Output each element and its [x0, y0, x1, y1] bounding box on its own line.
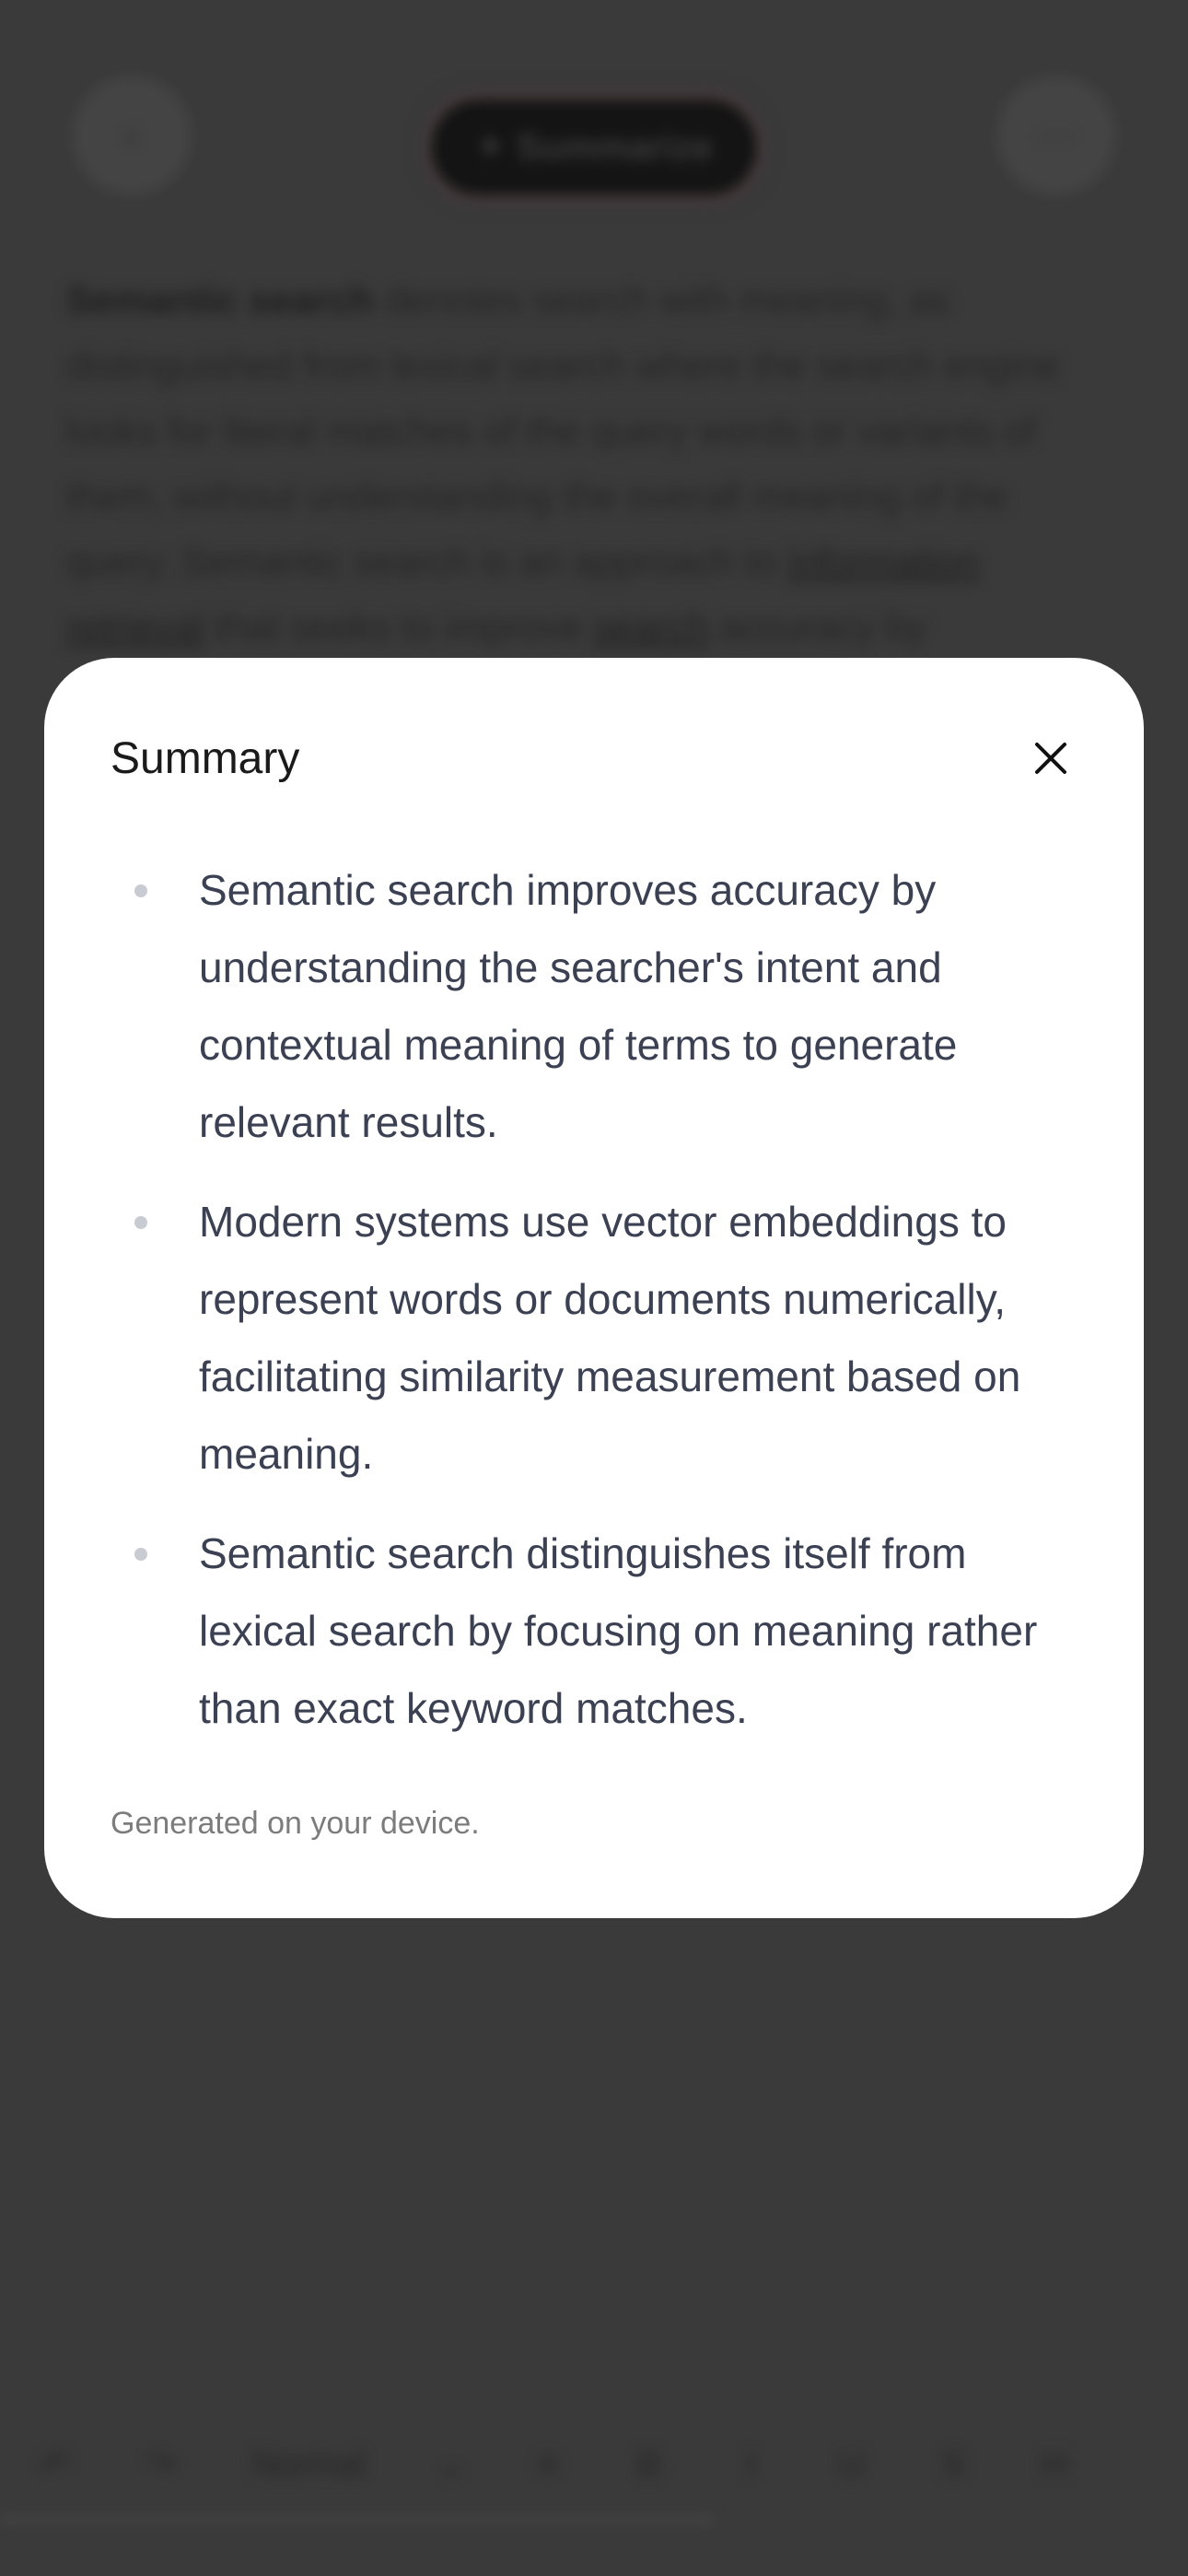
summary-dialog [44, 658, 1144, 1918]
article-line: denotes search with meaning, as [373, 278, 950, 322]
summary-text: Modern systems use vector embeddings to represent words or documents numerically, facilitating similarity measurement based on meaning. [199, 1198, 1021, 1478]
article-line: that seeks to improve [204, 605, 593, 649]
italic-icon: I [745, 2444, 756, 2484]
bullet-icon [134, 884, 147, 897]
article-link: retrieval [66, 605, 204, 649]
article-lead: Semantic search [66, 278, 374, 322]
close-icon [1034, 742, 1067, 775]
summary-text: Semantic search distinguishes itself from lexical search by focusing on meaning rather than exact keyword matches. [199, 1529, 1038, 1732]
back-button [72, 76, 192, 195]
bullet-icon [134, 1216, 147, 1229]
summarize-label: Summarize [516, 127, 714, 168]
redo-icon: ↷ [146, 2445, 176, 2485]
bullet-icon [134, 1548, 147, 1561]
list-item [44, 1183, 1144, 1493]
top-bar [0, 37, 1188, 184]
article-link: information [787, 540, 980, 583]
heading-icon: H [1042, 2444, 1067, 2484]
article-line: distinguished from lexical search where the search engine [66, 344, 1060, 387]
more-button [996, 76, 1116, 195]
format-toolbar [0, 2414, 1188, 2515]
undo-icon: ↶ [41, 2445, 70, 2485]
strikethrough-icon: S [941, 2444, 965, 2484]
article-line: looks for literal matches of the query words or variants of [66, 409, 1036, 452]
article-line: accuracy by [708, 605, 926, 649]
summarize-button [431, 100, 757, 195]
summary-list [44, 851, 1144, 1769]
chevron-down-icon: ⌄ [437, 2445, 466, 2485]
underline-icon: U [839, 2444, 865, 2484]
article-line: them, without understanding the overall meaning of the [66, 474, 1008, 518]
article-text [66, 267, 1125, 660]
list-item [44, 1515, 1144, 1747]
align-icon: ≡ [537, 2444, 559, 2484]
more-icon: ⋯ [1038, 115, 1075, 156]
chevron-left-icon: ‹ [125, 115, 138, 156]
horizontal-scrollbar [0, 2517, 715, 2523]
bold-icon: B [637, 2444, 661, 2484]
article-link: search [592, 605, 709, 649]
dialog-title: Summary [111, 734, 300, 783]
list-item [44, 851, 1144, 1161]
sparkle-icon: ✦ [474, 127, 517, 168]
close-button[interactable] [1009, 717, 1092, 800]
generated-note: Generated on your device. [111, 1806, 480, 1841]
style-dropdown: Normal [251, 2444, 366, 2484]
article-line: Semantic search is an approach to [170, 540, 788, 583]
summary-text: Semantic search improves accuracy by understanding the searcher's intent and contextual meaning of terms to generate relevant results. [199, 866, 958, 1146]
article-line: query. [66, 540, 171, 583]
